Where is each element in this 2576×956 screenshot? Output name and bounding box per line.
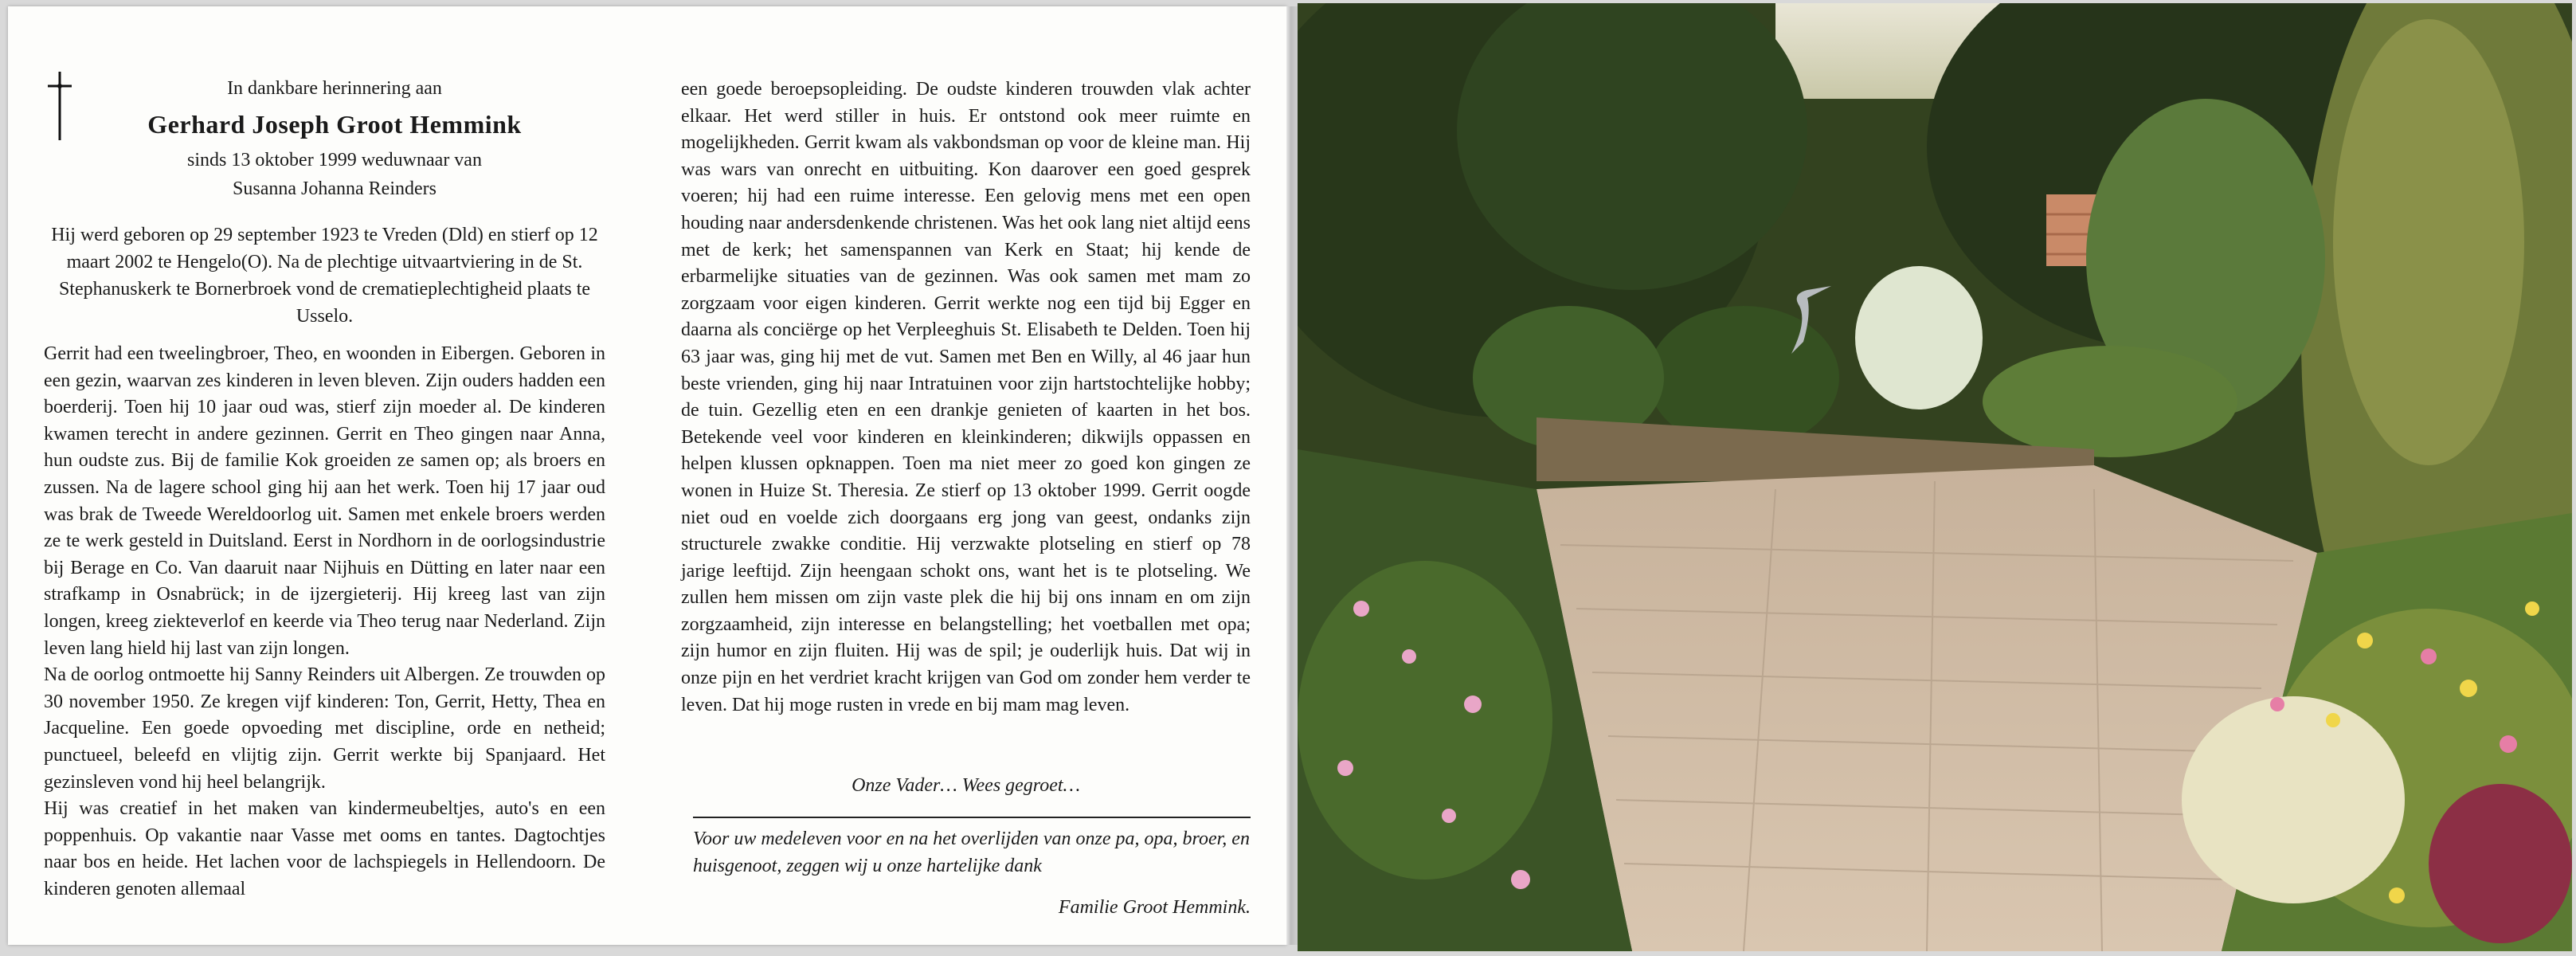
deceased-name: Gerhard Joseph Groot Hemmink (147, 110, 522, 139)
prayer-line: Onze Vader… Wees gegroet… (851, 775, 1080, 796)
life-story-right-column: een goede beroepsopleiding. De oudste kinderen trouwden vlak achter elkaar. Het werd stiller in huis. Er ontstond ook meer ruimte en mogelijkheden. Gerrit kwam als vakbondsman op voor de kleine man. Hij was wars van onrecht en uitbuiting. Kon daarover een goed gesprek voeren; hij had een ruime interesse. Een gelovig mens met een open houding naar andersdenkende christenen. Was het ook lang niet altijd eens met de kerk; het samenspannen van Kerk en Staat; hij kende de erbarmelijke situaties van de gezinnen. Was ook samen met mam zo zorgzaam voor eigen kinderen. Gerrit werkte nog een tijd bij Egger en daarna als conciërge op het Verpleeghuis St. Elisabeth te Delden. Toen hij 63 jaar was, ging hij met de vut. Samen met Ben en Willy, al 46 jaar hun beste vrienden, ging hij naar Intratuinen voor zijn hartstochtelijke hobby; de tuin. Gezellig eten en een drankje genieten of kaarten in het bos. Betekende veel voor kinderen en kleinkinderen; dikwijls oppassen en helpen klussen opknappen. Toen ma niet meer zo goed kon gingen ze wonen in Huize St. Theresia. Ze stierf op 13 oktober 1999. Gerrit oogde niet oud en voelde zich doorgaans erg jong van geest, ondanks zijn structurele zwakke conditie. Hij verzwakte plotseling en stierf op 78 jarige leeftijd. Zijn heengaan schokt ons, want het is te plotseling. We zullen hem missen om zijn vaste plek die hij bij ons innam en om zijn zorgzaamheid, zijn interesse en belangstelling; het voetballen met opa; zijn humor en zijn fluiten. Hij was de spil; je ouderlijk huis. Dat wij in onze pijn en het verdriet kracht krijgen van God om zonder hem verder te leven. Dat hij moge rusten in vrede en bij mam mag leven. (681, 79, 1251, 715)
garden-photo (1298, 3, 2572, 951)
card-fold (1286, 6, 1298, 945)
family-signature: Familie Groot Hemmink. (1058, 897, 1251, 918)
story-paragraph: Na de oorlog ontmoette hij Sanny Reinders uit Albergen. Ze trouwden op 30 november 1950. Ze kregen vijf kinderen: Ton, Gerrit, Hetty, Thea en Jacqueline. Een goede opvoeding met discipline, orde en netheid; punctueel, beleefd en vlijtig zijn. Gerrit werkte bij Spanjaard. Het gezinsleven vond hij heel belangrijk. (44, 664, 605, 793)
garden-illustration (1298, 3, 2572, 951)
spouse-name: Susanna Johanna Reinders (233, 178, 437, 199)
intro-text: In dankbare herinnering aan (227, 78, 442, 99)
card-header (119, 74, 550, 203)
thanks-text: Voor uw medeleven voor en na het overlijden van onze pa, opa, broer, en huisgenoot, zeggen wij u onze hartelijke dank (693, 829, 1250, 876)
widower-line: sinds 13 oktober 1999 weduwnaar van (187, 150, 482, 170)
cross-icon (44, 70, 76, 142)
life-story-left-column (44, 341, 605, 903)
story-paragraph: Gerrit had een tweelingbroer, Theo, en woonden in Eibergen. Geboren in een gezin, waarvan zes kinderen in leven bleven. Zijn ouders hadden een boerderij. Toen hij 10 jaar oud was, stierf zijn moeder al. De kinderen kwamen terecht in andere gezinnen. Gerrit en Theo gingen naar Anna, hun oudste zus. Bij de familie Kok groeiden ze samen op; als broers en zussen. Na de lagere school ging hij aan het werk. Toen hij 17 jaar oud was brak de Tweede Wereldoorlog uit. Samen met enkele broers werden ze te werk gesteld in Duitsland. Eerst in Nordhorn in de oorlogsindustrie bij Berage en Co. Van daaruit naar Nijhuis en Dütting en later naar een strafkamp in Osnabrück; in de ijzergieterij. Hij kreeg last van zijn longen, kreeg ziekteverlof en keerde via Theo terug naar Nederland. Zijn leven lang hield hij last van zijn longen. (44, 343, 605, 659)
story-paragraph: Hij was creatief in het maken van kindermeubeltjes, auto's en een poppenhuis. Op vakantie naar Vasse met ooms en tantes. Dagtochtjes naar bos en heide. Het lachen voor de lachspiegels in Hellendoorn. De kinderen genoten allemaal (44, 798, 605, 899)
memorial-card-text-page (8, 6, 1286, 945)
divider (693, 817, 1251, 818)
birth-death-paragraph: Hij werd geboren op 29 september 1923 te Vreden (Dld) en stierf op 12 maart 2002 te Hengelo(O). Na de plechtige uitvaartviering in de St. Stephanuskerk te Bornerbroek vond de crematieplechtigheid plaats te Usselo. (51, 225, 598, 327)
